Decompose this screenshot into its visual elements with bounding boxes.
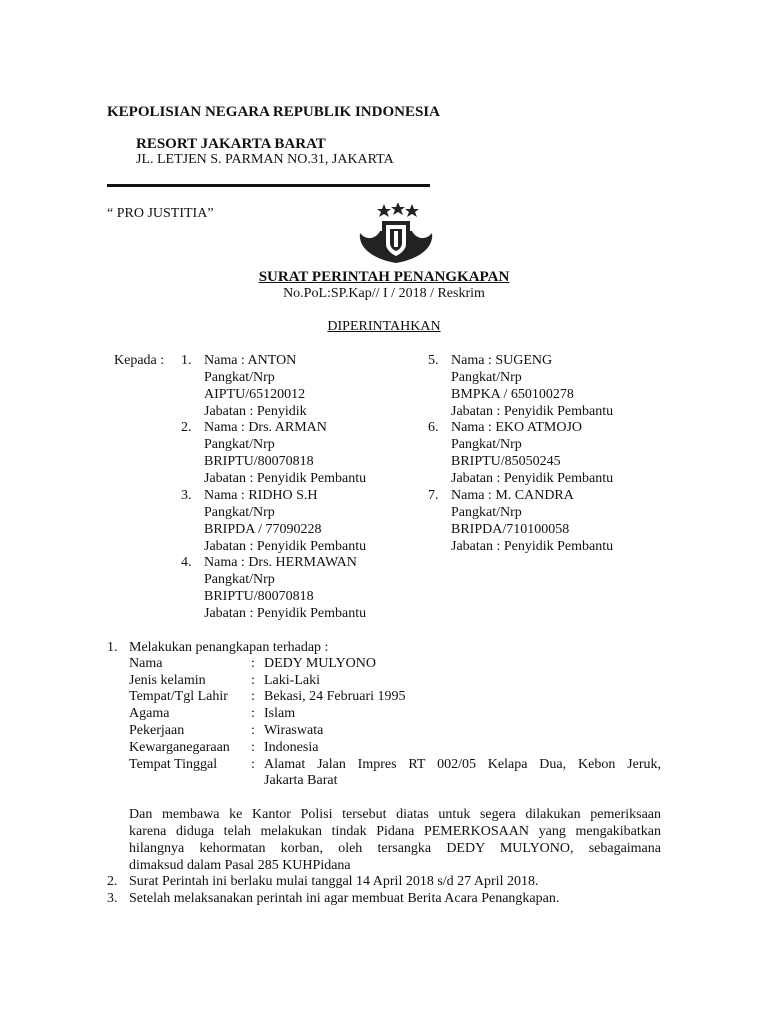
resort-address: JL. LETJEN S. PARMAN NO.31, JAKARTA [136,152,394,167]
document-title: SURAT PERINTAH PENANGKAPAN [258,269,510,285]
order-item-number: 2. [107,874,118,889]
suspect-field-label: Kewarganegaraan [129,740,230,755]
officer-position: Jabatan : Penyidik Pembantu [451,471,614,486]
field-colon: : [251,740,255,755]
order-item-number: 1. [107,640,118,655]
officer-number: 3. [181,488,192,503]
officer-rank-nrp: BRIPTU/80070818 [204,589,314,604]
diperintahkan-heading: DIPERINTAHKAN [327,319,441,334]
suspect-field-value: DEDY MULYONO [264,656,377,671]
officer-position: Jabatan : Penyidik Pembantu [204,471,367,486]
suspect-field-label: Agama [129,706,170,721]
field-colon: : [251,757,255,772]
officer-position: Jabatan : Penyidik Pembantu [451,539,614,554]
officer-name: Nama : SUGENG [451,353,553,368]
field-colon: : [251,656,255,671]
paragraph-line: hilangnya kehormatan korban, oleh tersangka DEDY MULYONO, sebagaimana [129,841,661,856]
field-colon: : [251,723,255,738]
officer-rank-nrp: BRIPDA / 77090228 [204,522,322,537]
officer-name: Nama : RIDHO S.H [204,488,318,503]
officer-position: Jabatan : Penyidik Pembantu [204,606,367,621]
suspect-field-value: Indonesia [264,740,319,755]
order-item-text: Setelah melaksanakan perintah ini agar membuat Berita Acara Penangkapan. [129,891,560,906]
field-colon: : [251,706,255,721]
resort-name: RESORT JAKARTA BARAT [136,136,326,152]
field-colon: : [251,689,255,704]
pro-justitia: “ PRO JUSTITIA” [107,206,214,221]
officer-number: 6. [428,420,439,435]
officer-name: Nama : EKO ATMOJO [451,420,583,435]
officer-rank-nrp: BMPKA / 650100278 [451,387,574,402]
suspect-field-value: Wiraswata [264,723,324,738]
order-item-text: Surat Perintah ini berlaku mulai tanggal 14 April 2018 s/d 27 April 2018. [129,874,539,889]
officer-name: Nama : M. CANDRA [451,488,574,503]
officer-rank-nrp: AIPTU/65120012 [204,387,306,402]
officer-rank-nrp: BRIPTU/85050245 [451,454,561,469]
paragraph-line: dimaksud dalam Pasal 285 KUHPidana [129,858,351,873]
suspect-field-value: Laki-Laki [264,673,320,688]
officer-number: 7. [428,488,439,503]
officer-number: 1. [181,353,192,368]
paragraph-line: karena diduga telah melakukan tindak Pidana PEMERKOSAAN yang mengakibatkan [129,824,661,839]
order-item-text: Melakukan penangkapan terhadap : [129,640,329,655]
suspect-field-label: Tempat Tinggal [129,757,218,772]
org-name: KEPOLISIAN NEGARA REPUBLIK INDONESIA [107,104,440,120]
officer-number: 5. [428,353,439,368]
officer-number: 4. [181,555,192,570]
officer-name: Nama : ANTON [204,353,297,368]
polri-emblem-icon [354,203,438,265]
suspect-field-label: Tempat/Tgl Lahir [129,689,228,704]
officer-rank-nrp: BRIPTU/80070818 [204,454,314,469]
officer-position: Jabatan : Penyidik [204,404,307,419]
officer-position: Jabatan : Penyidik Pembantu [451,404,614,419]
officer-rank-label: Pangkat/Nrp [204,437,275,452]
suspect-field-label: Jenis kelamin [129,673,206,688]
officer-rank-label: Pangkat/Nrp [204,370,275,385]
officer-number: 2. [181,420,192,435]
officer-position: Jabatan : Penyidik Pembantu [204,539,367,554]
suspect-field-value: Islam [264,706,296,721]
suspect-field-label: Nama [129,656,163,671]
paragraph-line: Dan membawa ke Kantor Polisi tersebut diatas untuk segera dilakukan pemeriksaan [129,807,661,822]
suspect-address-continuation: Jakarta Barat [264,773,338,788]
kepada-label: Kepada : [114,353,165,368]
document-number: No.PoL:SP.Kap// I / 2018 / Reskrim [283,286,485,301]
header-divider [107,184,430,187]
officer-rank-nrp: BRIPDA/710100058 [451,522,570,537]
field-colon: : [251,673,255,688]
order-item-number: 3. [107,891,118,906]
suspect-field-value: Alamat Jalan Impres RT 002/05 Kelapa Dua, Kebon Jeruk, [264,757,661,772]
officer-name: Nama : Drs. ARMAN [204,420,327,435]
officer-rank-label: Pangkat/Nrp [451,370,522,385]
officer-rank-label: Pangkat/Nrp [204,505,275,520]
officer-rank-label: Pangkat/Nrp [204,572,275,587]
officer-name: Nama : Drs. HERMAWAN [204,555,357,570]
officer-rank-label: Pangkat/Nrp [451,505,522,520]
suspect-field-label: Pekerjaan [129,723,185,738]
officer-rank-label: Pangkat/Nrp [451,437,522,452]
suspect-field-value: Bekasi, 24 Februari 1995 [264,689,406,704]
